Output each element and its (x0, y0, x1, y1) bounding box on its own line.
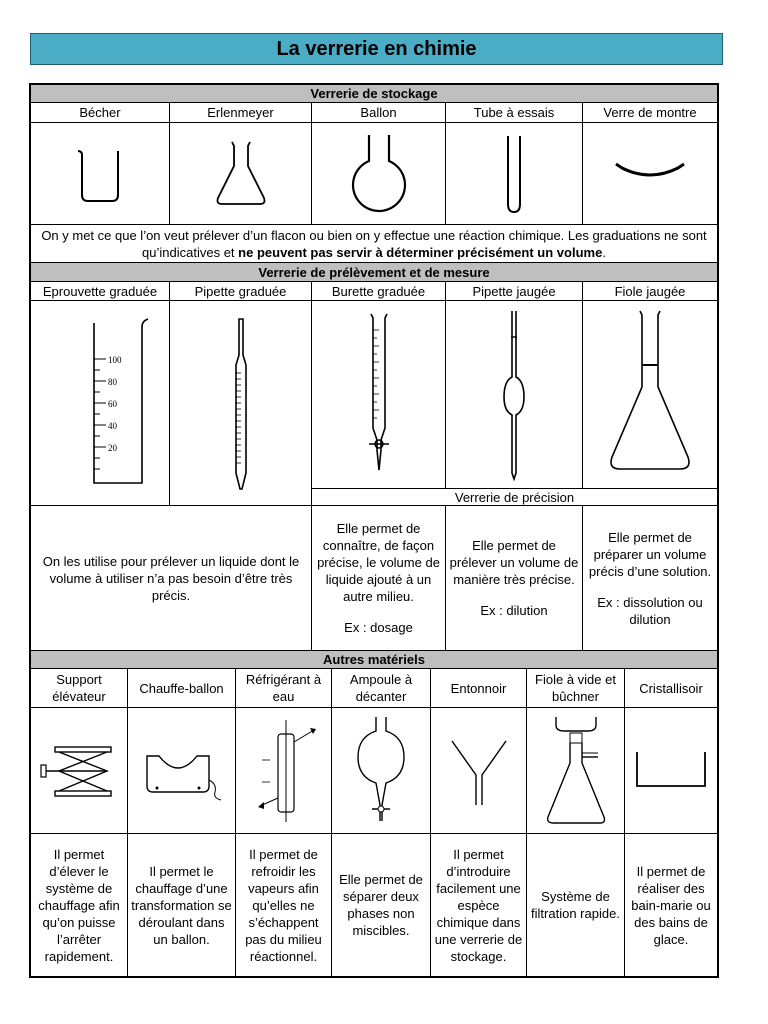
page-title: La verrerie en chimie (30, 33, 723, 65)
volumetric-pipette-icon (494, 307, 534, 482)
chauffe-ballon-drawing (128, 708, 236, 834)
storage-header: Verrerie de stockage (31, 85, 717, 103)
burette-icon (349, 310, 409, 480)
desc-general: On les utilise pour prélever un liquide dont le volume à utiliser n’a pas besoin d’être très précis. (31, 506, 312, 651)
separatory-funnel-icon (346, 713, 416, 829)
precision-label: Verrerie de précision (312, 489, 717, 506)
ampoule-drawing (332, 708, 431, 834)
buchner-flask-icon (534, 713, 618, 829)
lab-jack-icon (37, 731, 121, 811)
becher-drawing (31, 123, 170, 225)
desc-entonnoir: Il permet d’introduire facilement une espèce chimique dans une verrerie de stockage. (431, 834, 527, 976)
graduated-cylinder-icon (50, 313, 150, 493)
fiole-vide-drawing (527, 708, 625, 834)
desc-ampoule: Elle permet de séparer deux phases non miscibles. (332, 834, 431, 976)
becher-icon (70, 139, 130, 209)
funnel-icon (444, 731, 514, 811)
label-fiole-jaugee: Fiole jaugée (583, 282, 717, 301)
label-pipette-jaugee: Pipette jaugée (446, 282, 583, 301)
scale-60: 60 (108, 399, 117, 409)
desc-burette: Elle permet de connaître, de façon précise, le volume de liquide ajouté à un autre milieu. Ex : dosage (312, 506, 446, 651)
ballon-drawing (312, 123, 446, 225)
label-becher: Bécher (31, 103, 170, 123)
ballon-icon (339, 131, 419, 217)
verre-montre-drawing (583, 123, 717, 225)
label-burette: Burette graduée (312, 282, 446, 301)
condenser-icon (244, 716, 324, 826)
scale-80: 80 (108, 377, 117, 387)
erlenmeyer-drawing (170, 123, 312, 225)
scale-20: 20 (108, 443, 117, 453)
desc-pipette-jaugee: Elle permet de prélever un volume de manière très précise. Ex : dilution (446, 506, 583, 651)
label-verre-montre: Verre de montre (583, 103, 717, 123)
desc-fiole-jaugee: Elle permet de préparer un volume précis d’une solution. Ex : dissolution ou dilution (583, 506, 717, 651)
label-erlenmeyer: Erlenmeyer (170, 103, 312, 123)
label-pipette-graduee: Pipette graduée (170, 282, 312, 301)
desc-cristallisoir: Il permet de réaliser des bain-marie ou des bains de glace. (631, 863, 711, 947)
desc-support: Il permet d’élever le système de chauffage afin qu’on puisse l’arrêter rapidement. (31, 834, 128, 976)
scale-40: 40 (108, 421, 117, 431)
tube-drawing (446, 123, 583, 225)
refrigerant-drawing (236, 708, 332, 834)
cristallisoir-drawing (625, 708, 717, 834)
heating-mantle-icon (137, 736, 227, 806)
desc-refrigerant: Il permet de refroidir les vapeurs afin qu’elles ne s’échappent pas du milieu réactionnel. (236, 834, 332, 976)
desc-fiole-vide: Système de filtration rapide. (527, 834, 625, 976)
graduated-pipette-icon (221, 313, 261, 493)
support-drawing (31, 708, 128, 834)
pipette-jaugee-drawing (446, 301, 583, 489)
label-cristallisoir: Cristallisoir (625, 669, 717, 708)
pipette-graduee-drawing (170, 301, 312, 506)
watch-glass-icon (610, 154, 690, 194)
label-refrigerant: Réfrigérant à eau (236, 669, 332, 708)
label-fiole-vide: Fiole à vide et bûchner (527, 669, 625, 708)
label-eprouvette: Eprouvette graduée (31, 282, 170, 301)
label-tube-essais: Tube à essais (446, 103, 583, 123)
tube-icon (499, 132, 529, 216)
glassware-table (29, 83, 719, 978)
label-entonnoir: Entonnoir (431, 669, 527, 708)
measure-header: Verrerie de prélèvement et de mesure (31, 263, 717, 282)
crystallizing-dish-icon (631, 746, 711, 796)
label-ballon: Ballon (312, 103, 446, 123)
label-ampoule: Ampoule à décanter (332, 669, 431, 708)
other-header: Autres matériels (31, 651, 717, 669)
scale-100: 100 (108, 355, 122, 365)
label-support-elevateur: Support élévateur (31, 669, 128, 708)
fiole-jaugee-drawing (583, 301, 717, 489)
label-chauffe-ballon: Chauffe-ballon (128, 669, 236, 708)
desc-chauffe-ballon: Il permet le chauffage d’une transformation se déroulant dans un ballon. (128, 834, 236, 976)
erlenmeyer-icon (206, 134, 276, 214)
storage-note: On y met ce que l’on veut prélever d’un flacon ou bien on y effectue une réaction chimique. Les graduations ne sont qu’indicatives et ne peuvent pas servir à déterminer précisément un volume. (31, 225, 717, 263)
volumetric-flask-icon (600, 307, 700, 482)
burette-drawing (312, 301, 446, 489)
entonnoir-drawing (431, 708, 527, 834)
eprouvette-drawing (31, 301, 170, 506)
